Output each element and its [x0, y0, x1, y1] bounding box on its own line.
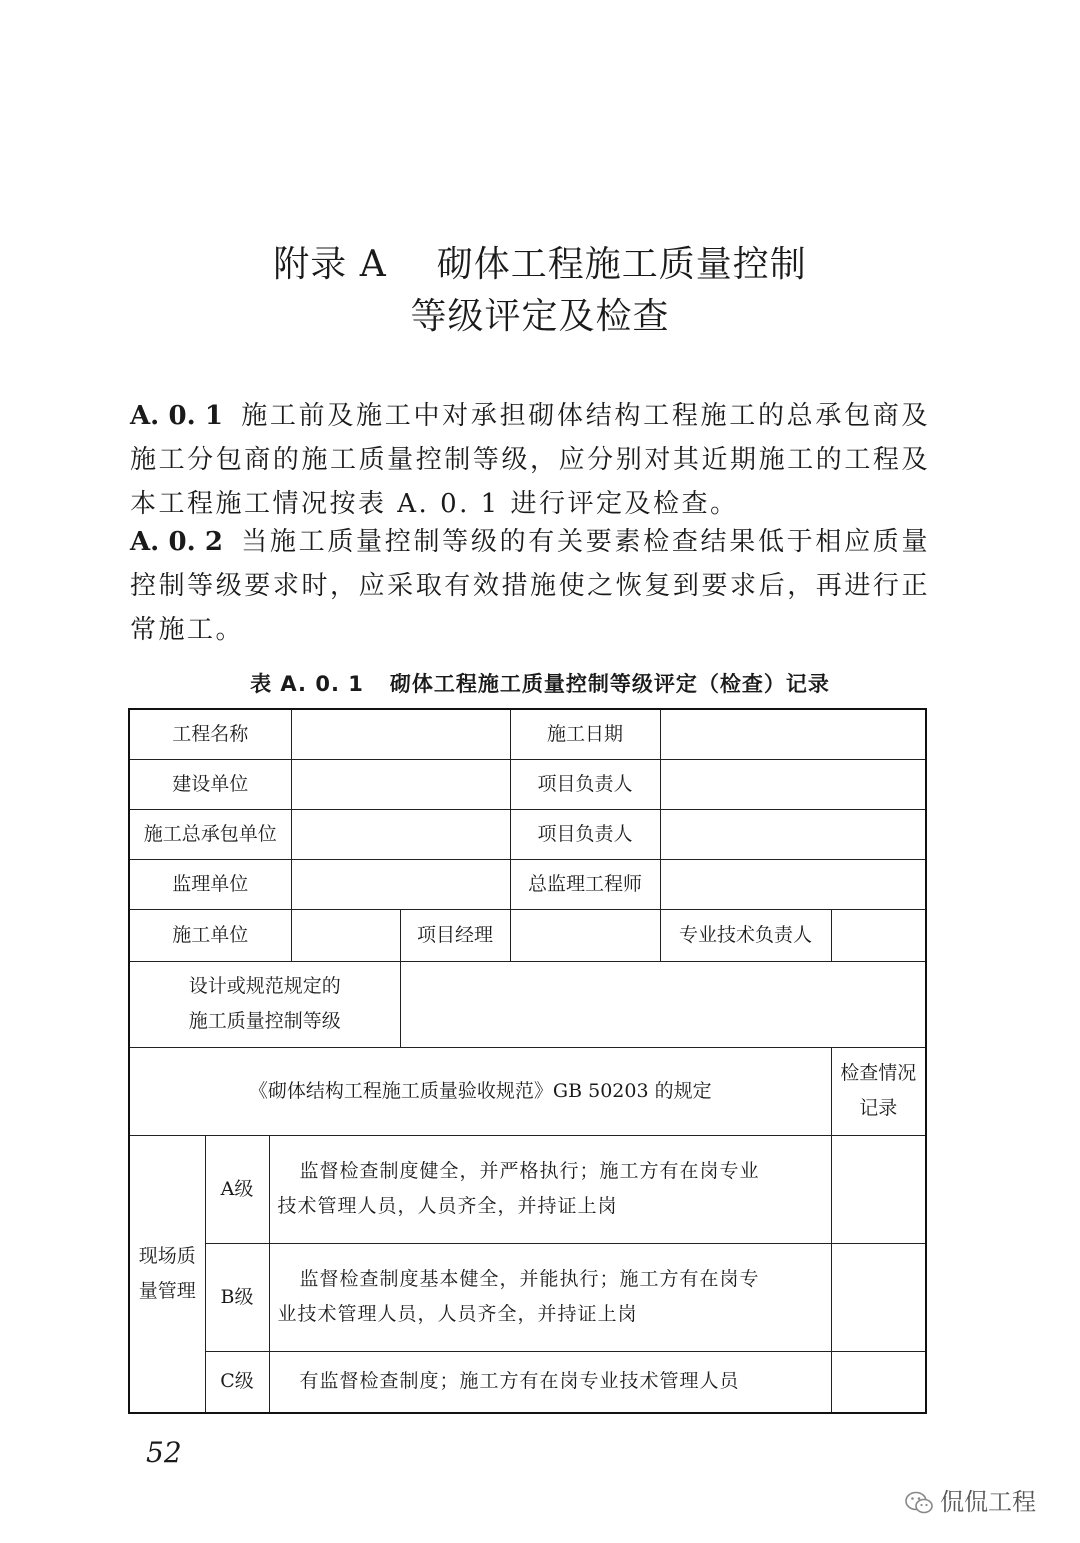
- table-row: [129, 961, 926, 1047]
- header-check-record: [831, 1047, 926, 1135]
- label-chief-supervisor: 总监理工程师: [510, 859, 660, 909]
- value-construction-unit: [291, 909, 400, 961]
- grade-a-check-record: [831, 1135, 926, 1243]
- value-general-contractor: [291, 809, 510, 859]
- value-project-leader: [660, 809, 926, 859]
- grade-b-label: B级: [205, 1243, 269, 1351]
- label-project-manager: 项目经理: [400, 909, 510, 961]
- table-row: [129, 759, 926, 809]
- value-project-leader: [660, 759, 926, 809]
- label-owner-unit: 建设单位: [129, 759, 291, 809]
- appendix-title-line1: [0, 236, 1080, 287]
- grade-c-check-record: [831, 1351, 926, 1413]
- grade-c-label: C级: [205, 1351, 269, 1413]
- label-general-contractor: 施工总承包单位: [129, 809, 291, 859]
- label-construction-unit: 施工单位: [129, 909, 291, 961]
- label-project-name: 工程名称: [129, 709, 291, 759]
- value-chief-supervisor: [660, 859, 926, 909]
- table-number: 表 A. 0. 1: [250, 672, 364, 696]
- label-site-mgmt-line2: 量管理: [138, 1279, 196, 1302]
- appendix-prefix: 附录 A: [273, 244, 387, 285]
- clause-number: A. 0. 2: [130, 527, 223, 557]
- page-number: 52: [146, 1436, 182, 1469]
- table-caption: [0, 668, 1080, 698]
- grade-c-description: 有监督检查制度；施工方有在岗专业技术管理人员: [269, 1351, 831, 1413]
- clause-text: 施工前及施工中对承担砌体结构工程施工的总承包商及施工分包商的施工质量控制等级，应分别对其近期施工的工程及本工程施工情况按表 A. 0. 1 进行评定及检查。: [130, 401, 930, 519]
- grade-b-description: [269, 1243, 831, 1351]
- clause-a01: [130, 394, 930, 526]
- watermark: [904, 1482, 1036, 1517]
- table-row: [129, 1351, 926, 1413]
- grade-b-line2: 业技术管理人员，人员齐全，并持证上岗: [277, 1303, 638, 1325]
- quality-control-record-table: [128, 708, 927, 1414]
- label-site-mgmt-line1: 现场质: [138, 1244, 196, 1267]
- table-row: [129, 1047, 926, 1135]
- label-design-grade: [129, 961, 400, 1047]
- label-project-leader: 项目负责人: [510, 759, 660, 809]
- value-project-manager: [510, 909, 660, 961]
- table-row: [129, 859, 926, 909]
- value-owner-unit: [291, 759, 510, 809]
- table-row: [129, 1243, 926, 1351]
- grade-b-line1: 监督检查制度基本健全，并能执行；施工方有在岗专: [299, 1268, 760, 1290]
- grade-a-line2: 技术管理人员，人员齐全，并持证上岗: [277, 1195, 618, 1217]
- standard-reference: 《砌体结构工程施工质量验收规范》GB 50203 的规定: [129, 1047, 831, 1135]
- header-check-record-line1: 检查情况: [840, 1062, 917, 1084]
- value-supervision-unit: [291, 859, 510, 909]
- label-supervision-unit: 监理单位: [129, 859, 291, 909]
- grade-b-check-record: [831, 1243, 926, 1351]
- label-design-grade-line2: 施工质量控制等级: [188, 1010, 341, 1032]
- table-row: [129, 909, 926, 961]
- wechat-icon: [904, 1490, 934, 1516]
- value-project-name: [291, 709, 510, 759]
- value-construction-date: [660, 709, 926, 759]
- table-row: [129, 809, 926, 859]
- clause-text: 当施工质量控制等级的有关要素检查结果低于相应质量控制等级要求时，应采取有效措施使之恢复到要求后，再进行正常施工。: [130, 527, 930, 645]
- clause-a02: [130, 520, 930, 652]
- appendix-title-line2: 等级评定及检查: [410, 296, 670, 337]
- grade-a-label: A级: [205, 1135, 269, 1243]
- clause-number: A. 0. 1: [130, 401, 223, 431]
- grade-a-line1: 监督检查制度健全，并严格执行；施工方有在岗专业: [299, 1160, 760, 1182]
- table-row: [129, 709, 926, 759]
- table-title: 砌体工程施工质量控制等级评定（检查）记录: [389, 672, 830, 696]
- label-tech-leader: 专业技术负责人: [660, 909, 831, 961]
- table-row: [129, 1135, 926, 1243]
- value-design-grade: [400, 961, 926, 1047]
- label-design-grade-line1: 设计或规范规定的: [188, 975, 341, 997]
- watermark-text: 侃侃工程: [940, 1488, 1036, 1516]
- label-site-quality-management: [129, 1135, 205, 1413]
- appendix-title: 砌体工程施工质量控制: [436, 244, 807, 285]
- value-tech-leader: [831, 909, 926, 961]
- header-check-record-line2: 记录: [859, 1097, 898, 1119]
- label-construction-date: 施工日期: [510, 709, 660, 759]
- label-project-leader: 项目负责人: [510, 809, 660, 859]
- grade-a-description: [269, 1135, 831, 1243]
